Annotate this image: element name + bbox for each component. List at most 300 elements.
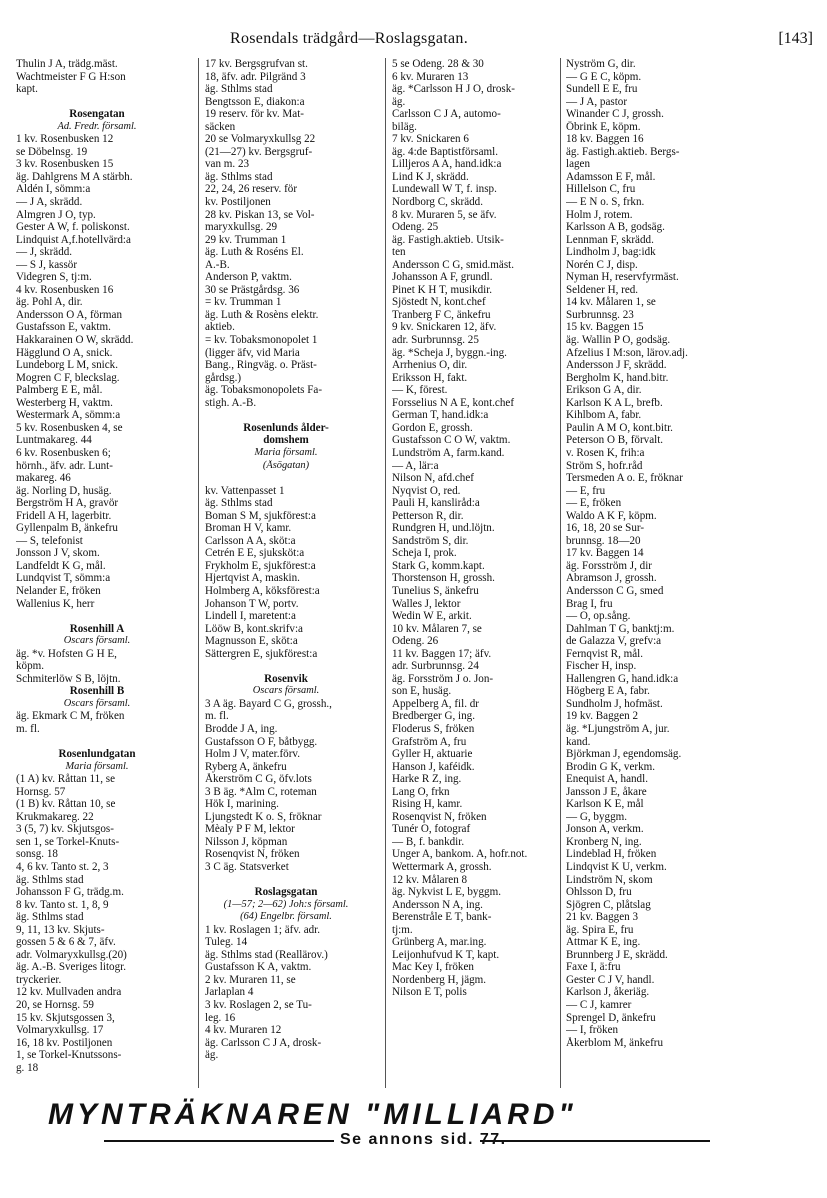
directory-entry: Andersson C G, smid.mäst.: [392, 258, 515, 271]
directory-entry: — G, byggm.: [566, 810, 628, 823]
directory-entry: Ström S, hofr.råd: [566, 459, 643, 472]
directory-entry: Högberg E A, fabr.: [566, 685, 650, 698]
directory-entry: Bang., Ringväg. o. Präst-: [205, 359, 317, 372]
directory-entry: Brag I, fru: [566, 597, 613, 610]
directory-entry: Åkerblom M, änkefru: [566, 1036, 664, 1049]
directory-entry: Landfeldt K G, mål.: [16, 559, 106, 572]
directory-entry: Thorstenson H, grossh.: [392, 572, 495, 585]
directory-entry: Ljungstedt K o. S, fröknar: [205, 810, 322, 823]
directory-entry: gossen 5 & 6 & 7, äfv.: [16, 936, 116, 949]
directory-entry: Berenstråle E T, bank-: [392, 911, 492, 924]
directory-entry: (1 B) kv. Råttan 10, se: [16, 798, 116, 811]
directory-entry: Hjertqvist A, maskin.: [205, 572, 300, 585]
directory-entry: Bredberger G, ing.: [392, 710, 475, 723]
directory-entry: äg. Tobaksmonopolets Fa-: [205, 384, 323, 397]
advert-rule: [480, 1140, 710, 1142]
directory-entry: Stark G, komm.kapt.: [392, 559, 485, 572]
directory-entry: Björkman J, egendomsäg.: [566, 748, 682, 761]
directory-entry: 9 kv. Snickaren 12, äfv.: [392, 321, 497, 334]
directory-entry: 1, se Torkel-Knutssons-: [16, 1049, 122, 1062]
directory-entry: Adamsson E F, mål.: [566, 170, 656, 183]
directory-entry: Bengtsson E, diakon:a: [205, 95, 305, 108]
directory-entry: Peterson O B, förvalt.: [566, 434, 664, 447]
directory-entry: Hök I, marining.: [205, 798, 279, 811]
directory-entry: Sättergren E, sjukförest:a: [205, 647, 318, 660]
directory-entry: Eriksson H, fakt.: [392, 371, 468, 384]
directory-entry: 16, 18, 20 se Sur-: [566, 522, 645, 535]
directory-entry: Kronberg N, ing.: [566, 835, 642, 848]
directory-entry: 29 kv. Trumman 1: [205, 233, 287, 246]
directory-entry: Roslagsgatan: [254, 886, 318, 899]
directory-entry: Odeng. 25: [392, 221, 439, 234]
directory-entry: 16, 18 kv. Postiljonen: [16, 1036, 113, 1049]
directory-entry: adr. Volmaryxkullsg.(20): [16, 948, 127, 961]
directory-entry: Oscars församl.: [63, 635, 131, 647]
directory-entry: — E, fröken: [566, 497, 622, 510]
directory-entry: son E, husäg.: [392, 685, 452, 698]
directory-entry: Rosenhill B: [69, 685, 125, 698]
directory-entry: äg. Luth & Roséns El.: [205, 246, 304, 259]
directory-entry: Nyqvist O, red.: [392, 484, 461, 497]
directory-entry: v. Rosen K, frih:a: [566, 446, 645, 459]
directory-entry: ten: [392, 246, 406, 259]
directory-entry: Lundewall W T, f. insp.: [392, 183, 497, 196]
directory-entry: Winander C J, grossh.: [566, 108, 664, 121]
directory-entry: Boman S M, sjukförest:a: [205, 509, 316, 522]
directory-entry: Bergström H A, gravör: [16, 497, 119, 510]
directory-entry: Fernqvist R, mål.: [566, 647, 644, 660]
directory-entry: Lindholm J, bag:idk: [566, 246, 656, 259]
directory-entry: Almgren J O, typ.: [16, 208, 96, 221]
directory-entry: Johansson A F, grundl.: [392, 271, 493, 284]
directory-entry: äg. *Carlsson H J O, drosk-: [392, 83, 515, 96]
directory-entry: 3 C äg. Statsverket: [205, 861, 289, 873]
directory-entry: lagen: [566, 158, 591, 171]
directory-entry: Sundholm J, hofmäst.: [566, 697, 663, 710]
advert-headline: MYNTRÄKNAREN "MILLIARD": [48, 1098, 577, 1131]
directory-entry: äg. Sthlms stad (Reallärov.): [205, 948, 328, 961]
directory-entry: Leijonhufvud K T, kapt.: [392, 948, 500, 961]
directory-entry: Sprengel D, änkefru: [566, 1011, 656, 1024]
directory-entry: [205, 472, 367, 485]
directory-entry: 3 kv. Roslagen 2, se Tu-: [205, 999, 312, 1012]
directory-entry: Rosenvik: [264, 672, 308, 685]
directory-entry: äg. *Ljungström A, jur.: [566, 722, 670, 735]
directory-entry: Appelberg A, fil. dr: [392, 697, 479, 710]
directory-entry: Nelander E, fröken: [16, 584, 101, 597]
directory-entry: Volmaryxkullsg. 17: [16, 1024, 104, 1037]
directory-entry: 9, 11, 13 kv. Skjuts-: [16, 923, 105, 936]
directory-entry: Hornsg. 57: [16, 785, 66, 798]
directory-entry: Magnusson E, sköt:a: [205, 635, 298, 648]
directory-entry: Lennman F, skrädd.: [566, 233, 654, 246]
directory-entry: Westermark A, sömm:a: [16, 409, 121, 422]
directory-entry: 30 se Prästgårdsg. 36: [205, 283, 300, 296]
directory-entry: 5 se Odeng. 28 & 30: [392, 58, 484, 70]
column-4: [566, 58, 728, 1094]
directory-entry: [205, 874, 367, 887]
directory-entry: Andersson O A, förman: [16, 308, 122, 321]
directory-entry: Pauli H, kansliråd:a: [392, 497, 480, 510]
directory-entry: 1 kv. Roslagen 1; äfv. adr.: [205, 923, 321, 936]
directory-entry: leg. 16: [205, 1011, 236, 1024]
directory-entry: Karlson K A L, brefb.: [566, 396, 663, 409]
directory-entry: köpm.: [16, 660, 45, 673]
directory-entry: Lang O, frkn: [392, 785, 450, 798]
directory-entry: äg. Sthlms stad: [205, 170, 273, 183]
directory-entry: Dahlman T G, banktj:m.: [566, 622, 675, 635]
directory-entry: 6 kv. Rosenbusken 6;: [16, 446, 111, 459]
directory-entry: Nilsson J, köpman: [205, 835, 288, 848]
directory-entry: Jonsson J V, skom.: [16, 547, 100, 560]
directory-entry: äg. Luth & Rosèns elektr.: [205, 308, 319, 321]
directory-entry: Mogren C F, bleckslag.: [16, 371, 120, 384]
directory-entry: m. fl.: [16, 722, 40, 735]
directory-entry: Jansson J E, åkare: [566, 785, 647, 798]
directory-entry: Hakkarainen O W, skrädd.: [16, 334, 134, 347]
directory-entry: Seldener H, red.: [566, 283, 639, 296]
directory-entry: Norén C J, disp.: [566, 258, 638, 271]
directory-entry: Gyller H, aktuarie: [392, 748, 473, 761]
directory-entry: Lindeblad H, fröken: [566, 848, 657, 861]
directory-entry: Aldén I, sömm:a: [16, 183, 91, 196]
directory-entry: kand.: [566, 735, 591, 748]
directory-entry: — O, op.sång.: [566, 610, 631, 623]
directory-entry: Holm J V, mater.förv.: [205, 748, 301, 761]
directory-entry: Wachtmeister F G H:son: [16, 70, 126, 83]
directory-entry: Andersson J F, skrädd.: [566, 359, 667, 372]
directory-entry: äg. Fastigh.aktieb. Bergs-: [566, 145, 680, 158]
directory-entry: Afzelius I M:son, lärov.adj.: [566, 346, 688, 359]
directory-entry: — G E C, köpm.: [566, 70, 642, 83]
directory-entry: Pinet K H T, musikdir.: [392, 283, 493, 296]
directory-entry: (ligger äfv, vid Maria: [205, 346, 300, 359]
directory-entry: brunnsg. 18—20: [566, 534, 641, 547]
directory-entry: [205, 409, 367, 422]
directory-entry: Gester C J V, handl.: [566, 973, 655, 986]
directory-entry: [16, 610, 178, 623]
directory-entry: German T, hand.idk:a: [392, 409, 489, 422]
directory-entry: Forsselius N A E, kont.chef: [392, 396, 515, 409]
directory-entry: Surbrunnsg. 23: [566, 308, 634, 321]
directory-entry: 7 kv. Snickaren 6: [392, 133, 469, 146]
directory-entry: Maria församl.: [254, 446, 318, 458]
directory-entry: Lundqvist T, sömm:a: [16, 572, 111, 585]
directory-entry: 20 se Volmaryxkullsg 22: [205, 133, 316, 146]
directory-entry: Hallengren G, hand.idk:a: [566, 672, 679, 685]
directory-entry: adr. Surbrunnsg. 24: [392, 660, 479, 673]
directory-entry: äg. Nykvist L E, byggm.: [392, 886, 501, 899]
directory-entry: 4 kv. Rosenbusken 16: [16, 283, 114, 296]
directory-entry: Tersmeden A o. E, fröknar: [566, 472, 683, 485]
directory-entry: — S, telefonist: [16, 534, 83, 547]
directory-entry: äg. Sthlms stad: [205, 497, 273, 510]
directory-entry: Fridell A H, lagerbitr.: [16, 509, 112, 522]
directory-entry: Rosenhill A: [69, 622, 125, 635]
directory-entry: äg. A.-B. Sveriges litogr.: [16, 961, 127, 974]
directory-entry: Nilson E T, polis: [392, 986, 467, 999]
directory-entry: Mèaly P F M, lektor: [205, 823, 295, 836]
directory-entry: de Galazza V, grefv:a: [566, 635, 662, 648]
directory-entry: Anderson P, vaktm.: [205, 271, 292, 284]
directory-entry: 19 kv. Baggen 2: [566, 710, 638, 723]
directory-entry: Unger A, bankom. A, hofr.not.: [392, 848, 528, 861]
directory-entry: Lundeborg L M, snick.: [16, 359, 118, 372]
directory-entry: gårdsg.): [205, 371, 242, 384]
directory-entry: hörnh., äfv. adr. Lunt-: [16, 459, 113, 472]
directory-entry: (Åsögatan): [262, 459, 310, 471]
directory-entry: 11 kv. Baggen 17; äfv.: [392, 647, 492, 660]
directory-entry: — C J, kamrer: [566, 999, 632, 1012]
directory-entry: Sjöstedt N, kont.chef: [392, 296, 486, 309]
directory-entry: Nordborg C, skrädd.: [392, 196, 484, 209]
directory-entry: Erikson G A, dir.: [566, 384, 642, 397]
directory-entry: van m. 23: [205, 158, 250, 171]
directory-entry: Ad. Fredr. församl.: [57, 120, 137, 132]
directory-entry: Oscars församl.: [252, 685, 320, 697]
directory-entry: Grünberg A, mar.ing.: [392, 936, 487, 949]
column-1: [16, 58, 178, 1094]
directory-entry: — K, förest.: [392, 384, 448, 397]
directory-entry: 15 kv. Skjutsgossen 3,: [16, 1011, 115, 1024]
directory-entry: Scheja I, prok.: [392, 547, 457, 560]
directory-entry: Brodin G K, verkm.: [566, 760, 656, 773]
directory-entry: — A, lär:a: [392, 459, 439, 472]
directory-entry: Attmar K E, ing.: [566, 936, 641, 949]
directory-entry: — E N o. S, frkn.: [566, 196, 645, 209]
directory-entry: aktieb.: [205, 321, 235, 334]
directory-entry: Schmiterlöw S B, löjtn.: [16, 672, 121, 685]
directory-entry: 2 kv. Muraren 11, se: [205, 973, 296, 986]
directory-columns: [16, 58, 816, 1094]
directory-entry: stigh. A.-B.: [205, 396, 257, 409]
directory-entry: Rising H, kamr.: [392, 798, 463, 811]
directory-entry: Åkerström C G, öfv.lots: [205, 773, 312, 786]
directory-entry: Gyllenpalm B, änkefru: [16, 522, 118, 535]
directory-entry: äg. Forsström J, dir: [566, 559, 652, 572]
directory-entry: 8 kv. Tanto st. 1, 8, 9: [16, 898, 109, 911]
page-number: [143]: [778, 30, 813, 47]
directory-entry: (64) Engelbr. församl.: [240, 911, 332, 923]
directory-entry: — I, fröken: [566, 1024, 619, 1037]
directory-entry: Karlson J, åkeriäg.: [566, 986, 650, 999]
directory-entry: Lindell I, maretent:a: [205, 610, 296, 623]
directory-entry: Petterson R, dir.: [392, 509, 464, 522]
directory-entry: Bergholm K, hand.bitr.: [566, 371, 669, 384]
directory-entry: — J, skrädd.: [16, 246, 73, 259]
directory-entry: kv. Vattenpasset 1: [205, 484, 285, 497]
directory-entry: 5 kv. Rosenbusken 4, se: [16, 421, 123, 434]
column-rule: [560, 58, 561, 1088]
directory-entry: Faxe I, ä:fru: [566, 961, 621, 974]
directory-entry: Grafström A, fru: [392, 735, 467, 748]
directory-entry: 12 kv. Mullvaden andra: [16, 986, 122, 999]
directory-entry: Waldo A K F, köpm.: [566, 509, 657, 522]
directory-entry: säcken: [205, 120, 236, 133]
directory-entry: Karlsson A B, godsäg.: [566, 221, 665, 234]
directory-entry: Lindström N, skom: [566, 873, 653, 886]
directory-entry: 3 A äg. Bayard C G, grossh.,: [205, 697, 332, 710]
directory-entry: Palmberg E E, mål.: [16, 384, 103, 397]
directory-entry: 17 kv. Bergsgrufvan st.: [205, 58, 308, 70]
directory-entry: Broman H V, kamr.: [205, 522, 292, 535]
directory-entry: 8 kv. Muraren 5, se äfv.: [392, 208, 497, 221]
directory-entry: Rundgren H, und.löjtn.: [392, 522, 495, 535]
directory-entry: Carlsson C J A, automo-: [392, 108, 501, 121]
directory-entry: Karlson K E, mål: [566, 798, 644, 811]
directory-entry: — J A, skrädd.: [16, 196, 83, 209]
directory-entry: 14 kv. Målaren 1, se: [566, 296, 656, 309]
advertisement: [40, 1098, 800, 1158]
directory-entry: Maria församl.: [65, 760, 129, 772]
directory-entry: Rosenlunds ålder-: [243, 421, 329, 434]
directory-entry: se Döbelnsg. 19: [16, 145, 88, 158]
column-3: [392, 58, 554, 1094]
directory-entry: (21—27) kv. Bergsgruf-: [205, 145, 313, 158]
directory-entry: 6 kv. Muraren 13: [392, 70, 469, 83]
directory-entry: äg. *v. Hofsten G H E,: [16, 647, 117, 660]
directory-entry: adr. Surbrunnsg. 25: [392, 334, 479, 347]
directory-entry: Rosenlundgatan: [58, 748, 136, 761]
directory-entry: Thulin J A, trädg.mäst.: [16, 58, 118, 70]
directory-entry: Paulin A M O, kont.bitr.: [566, 421, 673, 434]
directory-entry: äg. Spira E, fru: [566, 923, 634, 936]
directory-entry: Gester A W, f. poliskonst.: [16, 221, 130, 234]
directory-entry: Tunér O, fotograf: [392, 823, 471, 836]
directory-entry: äg. Sthlms stad: [205, 83, 273, 96]
directory-entry: — S J, kassör: [16, 258, 78, 271]
directory-entry: kv. Postiljonen: [205, 196, 271, 209]
directory-entry: Floderus S, fröken: [392, 722, 475, 735]
directory-entry: 4, 6 kv. Tanto st. 2, 3: [16, 861, 109, 873]
directory-entry: Videgren S, tj:m.: [16, 271, 92, 284]
directory-entry: Lindquist A,f.hotellvärd:a: [16, 233, 131, 246]
directory-entry: äg. Sthlms stad: [16, 873, 84, 886]
directory-entry: Gustafsson C O W, vaktm.: [392, 434, 511, 447]
directory-entry: kapt.: [16, 83, 38, 96]
directory-entry: äg. Dahlgrens M A stärbh.: [16, 170, 133, 183]
directory-entry: (1 A) kv. Råttan 11, se: [16, 773, 116, 786]
page-header: [0, 30, 827, 52]
directory-entry: [16, 736, 178, 749]
directory-entry: Hägglund O A, snick.: [16, 346, 113, 359]
directory-entry: Holm J, rotem.: [566, 208, 633, 221]
directory-entry: 22, 24, 26 reserv. för: [205, 183, 298, 196]
directory-entry: Rosenqvist N, fröken: [392, 810, 487, 823]
directory-entry: Nyström G, dir.: [566, 58, 636, 70]
directory-entry: Oscars församl.: [63, 697, 131, 709]
directory-entry: 12 kv. Målaren 8: [392, 873, 468, 886]
directory-entry: Jonson A, verkm.: [566, 823, 644, 836]
directory-entry: A.-B.: [205, 258, 230, 271]
directory-entry: Frykholm E, sjukförest:a: [205, 559, 316, 572]
directory-entry: makareg. 46: [16, 472, 71, 485]
directory-entry: 18 kv. Baggen 16: [566, 133, 644, 146]
directory-entry: Wettermark A, grossh.: [392, 861, 492, 873]
directory-entry: äg. 4:de Baptistförsaml.: [392, 145, 498, 158]
directory-entry: 21 kv. Baggen 3: [566, 911, 638, 924]
directory-entry: Sundell E E, fru: [566, 83, 638, 96]
directory-entry: Lilljeros A A, hand.idk:a: [392, 158, 502, 171]
directory-entry: Gustafsson O F, båtbygg.: [205, 735, 318, 748]
directory-entry: Brodde J A, ing.: [205, 722, 278, 735]
directory-entry: Odeng. 26: [392, 635, 439, 648]
column-2: [205, 58, 367, 1094]
directory-entry: 15 kv. Baggen 15: [566, 321, 644, 334]
directory-entry: — J A, pastor: [566, 95, 628, 108]
directory-entry: Tuleg. 14: [205, 936, 248, 949]
directory-entry: äg. Wallin P O, godsäg.: [566, 334, 671, 347]
directory-entry: Mac Key I, fröken: [392, 961, 474, 974]
directory-entry: 20, se Hornsg. 59: [16, 999, 94, 1012]
directory-entry: Rosengatan: [69, 108, 125, 121]
column-rule: [385, 58, 386, 1088]
directory-entry: Lind K J, skrädd.: [392, 170, 469, 183]
directory-entry: Johanson T W, portv.: [205, 597, 299, 610]
directory-entry: Brunnberg J E, skrädd.: [566, 948, 668, 961]
directory-entry: Krukmakareg. 22: [16, 810, 94, 823]
advert-rule: [104, 1140, 334, 1142]
directory-entry: äg.: [392, 95, 406, 108]
directory-entry: 28 kv. Piskan 13, se Vol-: [205, 208, 315, 221]
directory-entry: 4 kv. Muraren 12: [205, 1024, 282, 1037]
directory-entry: Ryberg A, änkefru: [205, 760, 287, 773]
directory-entry: Andersson C G, smed: [566, 584, 664, 597]
page-title: Rosendals trädgård—Roslagsgatan.: [230, 30, 468, 47]
directory-entry: äg. Pohl A, dir.: [16, 296, 83, 309]
directory-entry: [16, 96, 178, 109]
directory-entry: äg.: [205, 1049, 219, 1062]
directory-entry: — B, f. bankdir.: [392, 835, 465, 848]
directory-entry: Wallenius K, herr: [16, 597, 95, 610]
directory-entry: Nilson N, afd.chef: [392, 472, 474, 485]
directory-entry: m. fl.: [205, 710, 229, 723]
directory-entry: 17 kv. Baggen 14: [566, 547, 644, 560]
directory-entry: äg. Fastigh.aktieb. Utsik-: [392, 233, 504, 246]
directory-entry: Nyman H, reservfyrmäst.: [566, 271, 679, 284]
directory-entry: Harke R Z, ing.: [392, 773, 462, 786]
directory-entry: Fischer H, insp.: [566, 660, 637, 673]
directory-entry: Tranberg F C, änkefru: [392, 308, 491, 321]
directory-entry: Hanson J, kaféidk.: [392, 760, 475, 773]
directory-entry: äg. Ekmark C M, fröken: [16, 710, 125, 723]
directory-entry: 3 B äg. *Alm C, roteman: [205, 785, 317, 798]
directory-entry: 10 kv. Målaren 7, se: [392, 622, 482, 635]
directory-entry: tryckerier.: [16, 973, 62, 986]
directory-entry: äg. Norling D, husäg.: [16, 484, 112, 497]
directory-entry: Andersson N A, ing.: [392, 898, 483, 911]
directory-entry: domshem: [263, 434, 309, 447]
advert-subline: Se annons sid. 77.: [340, 1131, 507, 1148]
directory-entry: g. 18: [16, 1061, 39, 1074]
directory-entry: Tunelius S, änkefru: [392, 584, 479, 597]
directory-entry: sen 1, se Torkel-Knuts-: [16, 835, 120, 848]
directory-entry: äg. Carlsson C J A, drosk-: [205, 1036, 322, 1049]
directory-entry: Luntmakareg. 44: [16, 434, 92, 447]
directory-entry: Öbrink E, köpm.: [566, 120, 641, 133]
directory-entry: Wedin W E, arkit.: [392, 610, 472, 623]
directory-entry: äg. Sthlms stad: [16, 911, 84, 924]
directory-entry: Gustafsson K A, vaktm.: [205, 961, 312, 974]
directory-entry: biläg.: [392, 120, 417, 133]
directory-entry: Sjögren C, plåtslag: [566, 898, 651, 911]
column-rule: [198, 58, 199, 1088]
directory-entry: Westerberg H, vaktm.: [16, 396, 113, 409]
directory-entry: Abramson J, grossh.: [566, 572, 657, 585]
directory-entry: 3 (5, 7) kv. Skjutsgos-: [16, 823, 114, 836]
directory-entry: Jarlaplan 4: [205, 986, 254, 999]
directory-entry: Nordenberg H, jägm.: [392, 973, 487, 986]
